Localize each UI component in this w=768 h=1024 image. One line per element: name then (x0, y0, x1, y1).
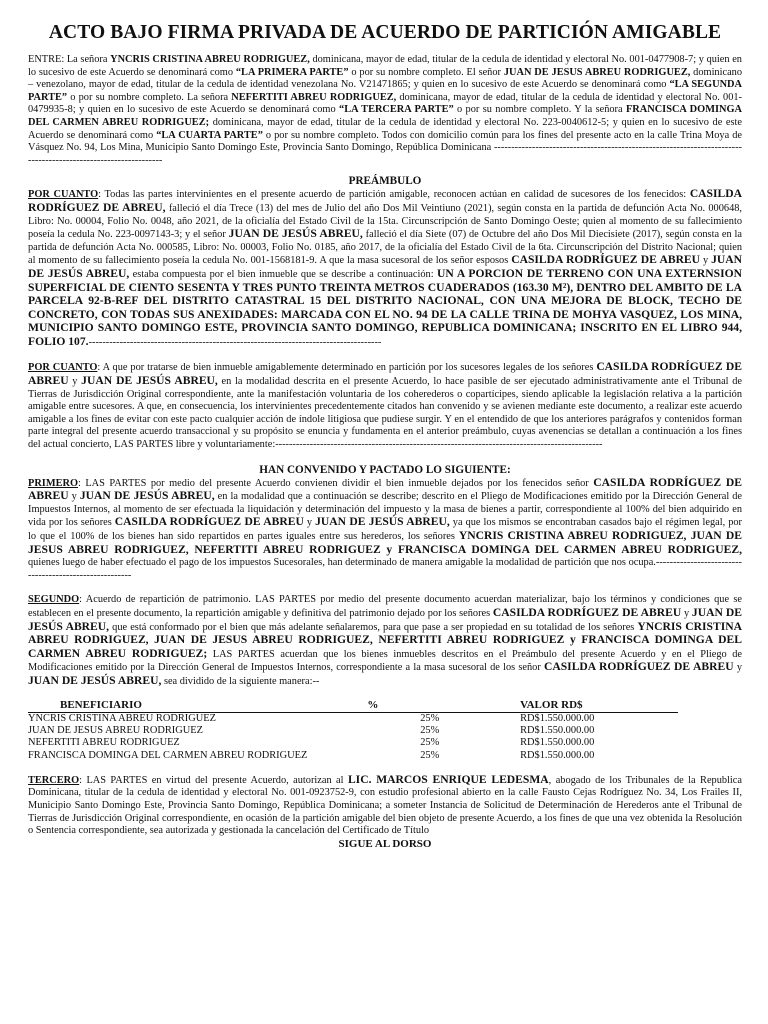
beneficiary-percent: 25% (420, 712, 440, 724)
text-run: o por su nombre completo. Y la señora (453, 104, 626, 116)
text-run: dominicana, mayor de edad, titular de la cedula de identidad y electoral No. 223-0040612-5; y quien en lo sucesivo de este Acuerdo se denominará como (28, 116, 743, 141)
text-run: POR CUANTO (28, 189, 99, 201)
text-run: JUAN DE JESÚS ABREU, (228, 227, 363, 241)
document-title: ACTO BAJO FIRMA PRIVADA DE ACUERDO DE PARTICIÓN AMIGABLE (48, 22, 722, 43)
text-run: ------------------------------------------------------------------------------------- (88, 336, 382, 348)
text-run: : LAS PARTES por medio del presente Acuerdo convienen dividir el bien inmueble dejados por los fenecidos señor (78, 477, 594, 489)
text-run: y (68, 376, 82, 388)
beneficiary-value: RD$1.550.000.00 (520, 712, 595, 724)
text-run: sea dividido de la siguiente manera:-- (161, 675, 320, 687)
text-run: CASILDA RODRÍGUEZ DE ABREU, (28, 187, 742, 214)
text-run: : Todas las partes intervinientes en el presente acuerdo de partición amigable, reconocen actúan en calidad de sucesores de los fenecidos: (98, 189, 690, 201)
beneficiary-percent: 25% (420, 737, 440, 749)
text-run: CASILDA RODRÍGUEZ DE ABREU (543, 660, 734, 674)
text-run: en la modalidad que a continuación se describe; descrito en el Pliego de Modificaciones emitido por la Dirección General de Impuestos Internos, al momento de ser efectuada la liquidación y determinación del impuesto y la masa de bienes a partir, correspondiente al 100% del bien adquirido en vida por los señores (28, 491, 743, 529)
header-beneficiario: BENEFICIARIO (28, 699, 367, 713)
text-run: falleció el día Siete (07) de Octubre del año Dos Mil Diecisiete (2017), según consta en la partida de defunción Acta No. 000585, Libro: No. 00003, Folio No. 0185, año 2017, de la oficialía del Estado Civil de la 6ta. Circunscripción del Distrito Nacional; quien al momento de su fallecimiento poseía la cedula No. 001-1568181-9. A que la masa sucesoral de los señor esposos (28, 229, 742, 267)
beneficiary-value: RD$1.550.000.00 (520, 749, 595, 761)
text-run: “LA TERCERA PARTE” (339, 104, 454, 116)
header-percent: % (367, 699, 492, 713)
preambulo-heading: PREÁMBULO (348, 175, 422, 188)
text-run: YNCRIS CRISTINA ABREU RODRIGUEZ, JUAN DE JESUS ABREU RODRIGUEZ, NEFERTITI ABREU RODRIGUEZ y FRANCISCA DOMINGA DEL CARMEN ABREU RODRIGUEZ, (28, 529, 742, 556)
text-run: que está conformado por el bien que más adelante señalaremos, para que pase a ser propiedad en su totalidad de los señores (109, 621, 638, 633)
beneficiary-table (28, 699, 678, 762)
text-run: CASILDA RODRÍGUEZ DE ABREU (492, 605, 682, 619)
text-run: : LAS PARTES en virtud del presente Acuerdo, autorizan al (79, 774, 348, 786)
text-run: CASILDA RODRÍGUEZ DE ABREU (114, 515, 304, 529)
beneficiary-name: FRANCISCA DOMINGA DEL CARMEN ABREU RODRIGUEZ (28, 749, 308, 761)
text-run: o por su nombre completo. La señora (67, 91, 232, 103)
text-run: “LA CUARTA PARTE” (156, 129, 263, 141)
text-run: TERCERO (28, 774, 80, 786)
text-run: POR CUANTO (28, 362, 98, 374)
text-run: CASILDA RODRÍGUEZ DE ABREU (28, 360, 742, 388)
text-run: estaba compuesta por el bien inmueble que se describe a continuación: (129, 268, 438, 280)
text-run: y (303, 517, 316, 529)
text-run: ENTRE: La señora (28, 54, 111, 65)
text-run: en la modalidad descrita en el presente Acuerdo, lo hace pasible de ser ejecutado administrativamente ante el Tribunal de Tierras de Jurisdicción Original correspondiente, ante la manifestación voluntaria de los coherederos o copartícipes, siendo aplicable la legislación relativa a la partición amigable entre sucesores. A que, en consecuencia, los intervinientes precedentemente citados han convenido y se avienen mediante este documento, a realizar este acuerdo amigable a los fines de evitar con este pacto cualquier acción de índole litigiosa que pudiese surgir. Y en el entendido de que los anteriores parágrafos y contenidos forman parte integral del presente acuerdo transaccional y su propósito se enuncia y fundamenta en el anterior preámbulo, cuyas avenencias se detallan a continuación a los fines del actual concierto, LAS PARTES libre y voluntariamente:----------------------------------------------------------------------------------------------- (28, 376, 743, 451)
text-run: “LA PRIMERA PARTE” (235, 66, 349, 78)
beneficiary-value: RD$1.550.000.00 (520, 724, 595, 736)
text-run: ya que los mismos se encontraban casados bajo el régimen legal, por lo que el 100% de los bienes han sido repartidos en partes iguales entre sus herederos, los señores (28, 517, 742, 542)
text-run: UN A PORCION DE TERRENO CON UNA EXTERNSION SUPERFICIAL DE CIENTO SESENTA Y TRES PUNTO TREINTA METROS CUADERADOS (163.30 M²), DENTRO DEL AMBITO DE LA PARCELA 92-B-REF DEL DISTRITO CATASTRAL 15 DEL DISTRITO NACIONAL, CON UNA MEJORA DE BLOCK, TECHO DE CONCRETO, CON TODAS SUS ANEXIDADES: MARCADA CON EL NO. 94 DE LA CALLE TRINA DE MOHYA VASQUEZ, LOS MINA, MUNICIPIO SANTO DOMINGO ESTE, PROVINCIA SANTO DOMINGO, REPUBLICA DOMINICANA; INSCRITO EN EL LIBRO 944, FOLIO 107. (28, 266, 742, 348)
table-row (28, 749, 678, 761)
text-run: o por su nombre completo. Todos con domicilio común para los fines del presente acto en la calle Trina Moya de Vásquez No. 94, Los Mina, Municipio Santo Domingo Este, Provincia Santo Domingo, República Dominicana --------------------------------------------------------------------------------------------------------------- (28, 129, 742, 166)
segundo-paragraph (28, 594, 742, 688)
beneficiary-name: YNCRIS CRISTINA ABREU RODRIGUEZ (28, 712, 216, 724)
beneficiary-percent: 25% (420, 749, 440, 761)
text-run: y (68, 491, 80, 503)
text-run: NEFERTITI ABREU RODRIGUEZ, (231, 91, 397, 103)
text-run: dominicana, mayor de edad, titular de la cedula de identidad y electoral No. 001-0479935-8; y quien en lo sucesivo de este Acuerdo se denominará como (28, 91, 742, 116)
text-run: LAS PARTES acuerdan que los bienes inmuebles descritos en el Preámbulo del presente Acuerdo y en el Pliego de Modificaciones emitido por la Dirección General de Impuestos Internos, correspondiente a la masa sucesoral de los señor (28, 648, 743, 674)
text-run: FRANCISCA DOMINGA DEL CARMEN ABREU RODRIGUEZ; (28, 104, 742, 128)
text-run: dominicana, mayor de edad, titular de la cedula de identidad y electoral No. 001-0477908-7; y quien en lo sucesivo de este Acuerdo se denominará como (28, 54, 742, 78)
text-run: o por su nombre completo. El señor (348, 66, 504, 78)
text-run: quienes luego de haber efectuado el pago de los impuestos Sucesorales, han determinado de manera amigable la modalidad de partición que nos ocupa.------------------------------------------------------- (28, 557, 742, 581)
beneficiary-name: NEFERTITI ABREU RODRIGUEZ (28, 737, 180, 749)
text-run: : Acuerdo de repartición de patrimonio. LAS PARTES por medio del presente documento acuerdan materializar, bajo los términos y condiciones que se establecen en el presente documento, la repartición amigable y definitiva del patrimonio dejado por los señores (28, 594, 742, 619)
beneficiary-name: JUAN DE JESUS ABREU RODRIGUEZ (28, 724, 203, 736)
beneficiary-percent: 25% (420, 724, 440, 736)
text-run: JUAN DE JESÚS ABREU, (79, 489, 215, 503)
text-run: JUAN DE JESÚS ABREU, (28, 673, 162, 687)
convenido-heading: HAN CONVENIDO Y PACTADO LO SIGUIENTE: (259, 463, 511, 476)
text-run: “LA SEGUNDA PARTE” (28, 79, 742, 103)
text-run: YNCRIS CRISTINA ABREU RODRIGUEZ, (110, 54, 310, 65)
text-run: dominicano – venezolano, mayor de edad, titular de la cedula de identidad venezolana No. V21471865; y quien en lo sucesivo de este Acuerdo se denominará como (28, 66, 743, 91)
table-header-row (28, 699, 678, 713)
text-run: : A que por tratarse de bien inmueble amigablemente determinado en partición por los sucesores legales de los señores (97, 362, 597, 374)
text-run: , abogado de los Tribunales de la Republica Dominicana, titular de la cedula de identidad y electoral No. 001-0923752-9, con estudio profesional abierto en la calle Fausto Cejas Rodríguez No. 34, Los Frailes II, Municipio Santo Domingo Este, Provincia Santo Domingo, República Dominicana; a someter Instancia de Solicitud de Determinación de Herederos ante el Tribunal de Tierras de Jurisdicción Original correspondiente, en ocasión de la partición amigable del bien objeto de presente Acuerdo, a los fines de que una vez obtenida la Resolución o Sentencia correspondiente, sea autorizada y gestionada la cancelación del Certificado de Título (28, 774, 742, 837)
text-run: JUAN DE JESÚS ABREU, (28, 253, 743, 280)
sigue-al-dorso: SIGUE AL DORSO (338, 837, 432, 850)
beneficiary-value: RD$1.550.000.00 (520, 737, 595, 749)
text-run: JUAN DE JESÚS ABREU, (81, 374, 218, 388)
text-run: y (733, 662, 742, 674)
text-run: y (681, 607, 692, 619)
text-run: LIC. MARCOS ENRIQUE LEDESMA (347, 772, 549, 786)
tercero-paragraph (28, 774, 742, 838)
primero-paragraph (28, 477, 742, 583)
text-run: JUAN DE JESÚS ABREU, (315, 515, 450, 529)
intro-paragraph (28, 54, 742, 167)
text-run: SEGUNDO (28, 594, 80, 606)
header-valor: VALOR RD$ (492, 699, 678, 713)
text-run: JUAN DE JESÚS ABREU, (28, 605, 742, 633)
table-row (28, 737, 678, 749)
text-run: CASILDA RODRÍGUEZ DE ABREU (511, 253, 701, 267)
por-cuanto-2-paragraph (28, 361, 742, 451)
por-cuanto-1-paragraph (28, 188, 742, 349)
text-run: CASILDA RODRÍGUEZ DE ABREU (28, 475, 743, 503)
text-run: PRIMERO (28, 477, 78, 489)
text-run: y (700, 255, 712, 267)
table-row (28, 725, 678, 737)
text-run: JUAN DE JESUS ABREU RODRIGUEZ, (503, 66, 691, 78)
text-run: falleció el día Trece (13) del mes de Julio del año Dos Mil Veintiuno (2021), según consta en la partida de defunción Acta No. 000648, Libro: No. 00004, Folio No. 0048, año 2021, de la oficialía del Estado Civil de la 15ta. Circunscripción de Santo Domingo Oeste; quien al momento de su fallecimiento poseía la cedula No. 223-0097143-3; y el señor (28, 202, 743, 241)
text-run: YNCRIS CRISTINA ABREU RODRIGUEZ, JUAN DE JESUS ABREU RODRIGUEZ, NEFERTITI ABREU RODRIGUEZ y FRANCISCA DOMINGA DEL CARMEN ABREU RODRIGUEZ; (28, 619, 742, 660)
table-row (28, 712, 678, 725)
